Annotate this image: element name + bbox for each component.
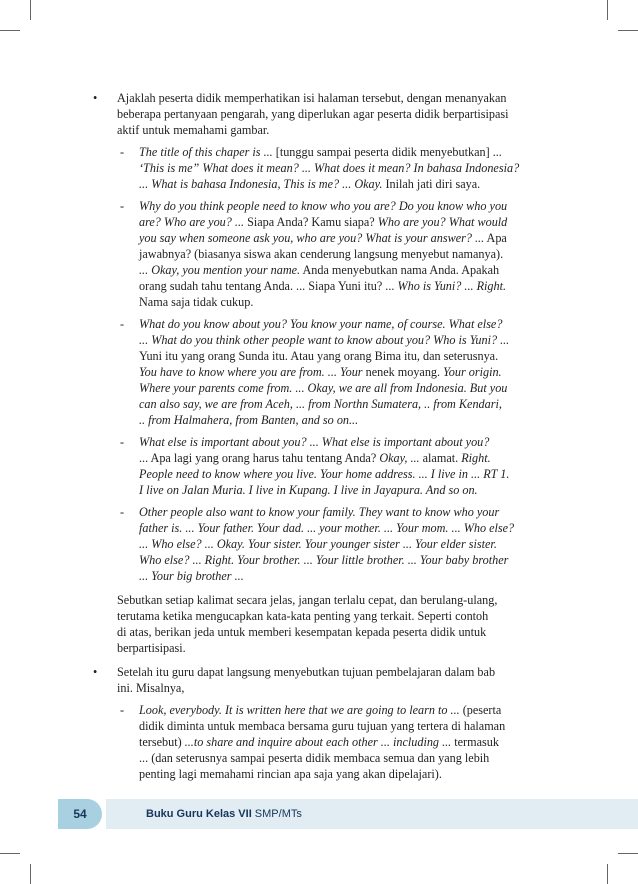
text-line: .. from Halmahera, from Banten, and so on... bbox=[139, 413, 359, 427]
text-line: Ajaklah peserta didik memperhatikan isi halaman tersebut, dengan menanyakan bbox=[117, 91, 507, 105]
crop-mark bbox=[607, 0, 608, 20]
text-line: tersebut) ...to share and inquire about each other ... including ... termasuk bbox=[139, 735, 499, 749]
crop-mark bbox=[30, 0, 31, 20]
dash-item bbox=[90, 198, 532, 310]
dash-item bbox=[90, 316, 532, 428]
dash-item bbox=[90, 434, 532, 498]
bullet-marker: • bbox=[93, 91, 98, 105]
text-line: ... What is bahasa Indonesia, This is me? ... Okay. Inilah jati diri saya. bbox=[139, 177, 481, 191]
bullet-item bbox=[90, 90, 532, 138]
text-line: beberapa pertanyaan pengarah, yang diperlukan agar peserta didik berpartisipasi bbox=[117, 107, 509, 121]
page-body bbox=[90, 90, 532, 782]
text-line: Sebutkan setiap kalimat secara jelas, jangan terlalu cepat, dan berulang-ulang, bbox=[117, 593, 498, 607]
text-line: jawabnya? (biasanya siswa akan cenderung langsung menyebut namanya). bbox=[139, 247, 504, 261]
text-line: Look, everybody. It is written here that we are going to learn to ... (peserta bbox=[139, 703, 502, 717]
text-line: Who else? ... Right. Your brother. ... Your little brother. ... Your baby brother bbox=[139, 553, 509, 567]
dash-marker: - bbox=[120, 199, 125, 213]
text-line: ‘This is me” What does it mean? ... What does it mean? In bahasa Indonesia? bbox=[139, 161, 520, 175]
crop-mark bbox=[618, 853, 638, 854]
text-line: orang sudah tahu tentang Anda. ... Siapa Yuni itu? ... Who is Yuni? ... Right. bbox=[139, 279, 507, 293]
text-line: ... Apa lagi yang orang harus tahu tentang Anda? Okay, ... alamat. Right. bbox=[139, 451, 491, 465]
dash-item bbox=[90, 702, 532, 782]
text-line: I live on Jalan Muria. I live in Kupang. I live in Jayapura. And so on. bbox=[139, 483, 478, 497]
text-line: The title of this chaper is ... [tunggu sampai peserta didik menyebutkan] ... bbox=[139, 145, 502, 159]
crop-mark bbox=[0, 853, 20, 854]
dash-item bbox=[90, 144, 532, 192]
text-line: You have to know where you are from. ... Your nenek moyang. Your origin. bbox=[139, 365, 502, 379]
text-line: father is. ... Your father. Your dad. ... your mother. ... Your mom. ... Who else? bbox=[139, 521, 515, 535]
text-line: ini. Misalnya, bbox=[117, 681, 185, 695]
crop-mark bbox=[30, 864, 31, 884]
text-line: What else is important about you? ... What else is important about you? bbox=[139, 435, 490, 449]
text-line: ... Okay, you mention your name. Anda menyebutkan nama Anda. Apakah bbox=[139, 263, 500, 277]
text-line: Where your parents come from. ... Okay, we are all from Indonesia. But you bbox=[139, 381, 508, 395]
text-line: ... What do you think other people want to know about you? Who is Yuni? ... bbox=[139, 333, 510, 347]
text-line: can also say, we are from Aceh, ... from Northn Sumatera, .. from Kendari, bbox=[139, 397, 502, 411]
dash-marker: - bbox=[120, 703, 125, 717]
text-line: People need to know where you live. Your home address. ... I live in ... RT 1. bbox=[139, 467, 510, 481]
text-line: you say when someone ask you, who are you? What is your answer? ... Apa bbox=[139, 231, 507, 245]
text-line: didik diminta untuk membaca bersama guru tujuan yang tertera di halaman bbox=[139, 719, 506, 733]
text-line: Why do you think people need to know who you are? Do you know who you bbox=[139, 199, 508, 213]
bullet-item bbox=[90, 664, 532, 696]
text-line: Nama saja tidak cukup. bbox=[139, 295, 254, 309]
text-line: Yuni itu yang orang Sunda itu. Atau yang orang Bima itu, dan seterusnya. bbox=[139, 349, 499, 363]
dash-item bbox=[90, 504, 532, 584]
page-number-tab bbox=[58, 799, 102, 829]
text-line: terutama ketika mengucapkan kata-kata penting yang terkait. Seperti contoh bbox=[117, 609, 489, 623]
dash-marker: - bbox=[120, 145, 125, 159]
crop-mark bbox=[618, 30, 638, 31]
text-line: di atas, berikan jeda untuk memberi kesempatan kepada peserta didik untuk bbox=[117, 625, 487, 639]
dash-marker: - bbox=[120, 317, 125, 331]
text-line: ... Your big brother ... bbox=[139, 569, 244, 583]
bullet-marker: • bbox=[93, 665, 98, 679]
page-number: 54 bbox=[73, 807, 87, 821]
dash-marker: - bbox=[120, 505, 125, 519]
text-line: Setelah itu guru dapat langsung menyebutkan tujuan pembelajaran dalam bab bbox=[117, 665, 496, 679]
text-line: penting lagi memahami rincian apa saja yang akan dipelajari). bbox=[139, 767, 442, 781]
dash-marker: - bbox=[120, 435, 125, 449]
text-line: ... (dan seterusnya sampai peserta didik membaca semua dan yang lebih bbox=[139, 751, 490, 765]
paragraph bbox=[90, 592, 532, 656]
crop-mark bbox=[0, 30, 20, 31]
footer-bar bbox=[106, 799, 638, 829]
text-line: are? Who are you? ... Siapa Anda? Kamu siapa? Who are you? What would bbox=[139, 215, 508, 229]
text-line: ... Who else? ... Okay. Your sister. Your younger sister ... Your elder sister. bbox=[139, 537, 497, 551]
text-line: berpartisipasi. bbox=[117, 641, 186, 655]
text-line: What do you know about you? You know your name, of course. What else? bbox=[139, 317, 503, 331]
crop-mark bbox=[607, 864, 608, 884]
book-title: Buku Guru Kelas VII SMP/MTs bbox=[146, 808, 302, 820]
text-line: Other people also want to know your family. They want to know who your bbox=[139, 505, 500, 519]
text-line: aktif untuk memahami gambar. bbox=[117, 123, 270, 137]
